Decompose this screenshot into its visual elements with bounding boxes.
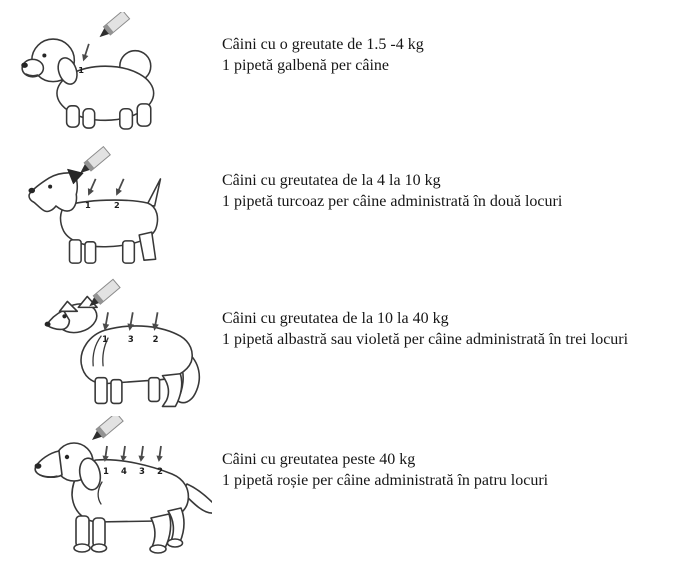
dog-drawing-2 — [12, 146, 187, 266]
application-arrow-icon — [138, 446, 147, 463]
application-arrow-icon — [85, 178, 98, 197]
dog-drawing-3 — [6, 274, 216, 416]
spot-number-label: 3 — [127, 334, 134, 345]
dose-text: 1 pipetă turcoaz per câine administrată în două locuri — [222, 192, 563, 210]
dosage-text-row-3 — [222, 309, 628, 350]
dog-illustration-terrier — [12, 146, 187, 266]
application-arrow-icon — [156, 446, 165, 463]
weight-text: Câini cu greutatea peste 40 kg — [222, 451, 416, 468]
spot-number-label: 1 — [102, 334, 108, 345]
dosage-text-row-1 — [222, 35, 424, 76]
spot-number-label: 2 — [114, 199, 120, 210]
dog-drawing-1 — [12, 12, 187, 130]
dog-illustration-collie — [6, 274, 216, 416]
dog-line-drawing — [22, 39, 154, 129]
application-arrow-icon — [80, 43, 92, 63]
spot-number-label: 1 — [85, 199, 91, 210]
spot-number-label: 4 — [121, 467, 127, 477]
dosage-text-row-2 — [222, 171, 562, 212]
weight-text: Câini cu o greutate de 1.5 -4 kg — [222, 36, 424, 53]
weight-text: Câini cu greutatea de la 10 la 40 kg — [222, 310, 449, 327]
application-arrow-icon — [113, 178, 126, 197]
spot-number-label: 2 — [152, 334, 159, 345]
dose-text: 1 pipetă galbenă per câine — [222, 56, 390, 74]
spot-number-label: 3 — [139, 467, 145, 477]
dog-illustration-small-fluffy — [12, 12, 187, 130]
dog-drawing-4 — [12, 416, 212, 562]
pipette-icon — [96, 12, 130, 41]
dog-line-drawing — [45, 296, 199, 406]
application-arrow-icon — [120, 446, 129, 463]
dose-text: 1 pipetă roșie per câine administrată în patru locuri — [222, 471, 549, 489]
dosage-text-row-4 — [222, 450, 548, 491]
dose-text: 1 pipetă albastră sau violetă per câine administrată în trei locuri — [222, 330, 629, 348]
spot-number-label: 2 — [157, 467, 163, 477]
weight-text: Câini cu greutatea de la 4 la 10 kg — [222, 172, 441, 189]
spot-number-label: 1 — [78, 64, 84, 75]
spot-number-label: 1 — [103, 467, 109, 477]
dog-illustration-retriever — [12, 416, 212, 562]
pipette-icon — [88, 416, 123, 444]
dog-line-drawing — [29, 169, 161, 263]
